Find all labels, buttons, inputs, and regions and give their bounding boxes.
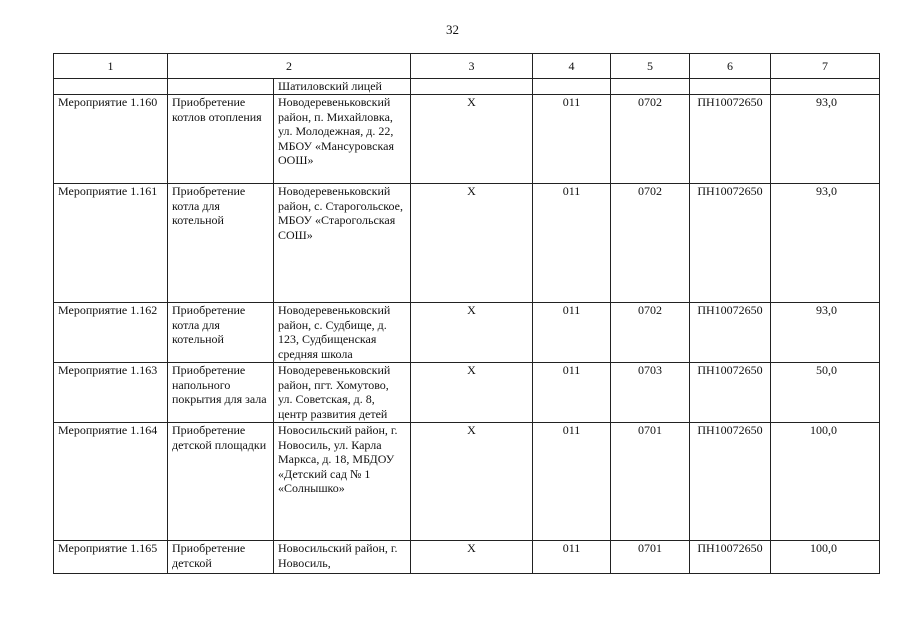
activity-col5: 0701 [611,423,690,541]
activity-col6: ПН10072650 [690,95,771,184]
activity-location: Новодеревеньковский район, пгт. Хомутово, ул. Советская, д. 8, центр развития детей [274,363,411,423]
table-row [54,303,880,363]
continuation-cell-1 [54,79,168,95]
activities-table [53,53,880,574]
activity-col3: X [411,363,533,423]
activity-col7: 93,0 [771,184,880,303]
activity-id: Мероприятие 1.164 [54,423,168,541]
activity-col7: 50,0 [771,363,880,423]
activity-col6: ПН10072650 [690,184,771,303]
table-row [54,363,880,423]
table-row [54,423,880,541]
activity-action: Приобретение детской площадки [168,423,274,541]
activity-col3: X [411,95,533,184]
activity-location: Новосильский район, г. Новосиль, [274,541,411,574]
header-cell-1: 1 [54,54,168,79]
page-number: 32 [446,22,459,37]
activity-location: Новодеревеньковский район, п. Михайловка, ул. Молодежная, д. 22, МБОУ «Мансуровская ООШ» [274,95,411,184]
activity-col5: 0702 [611,303,690,363]
activity-col6: ПН10072650 [690,363,771,423]
table-row [54,95,880,184]
header-cell-7: 7 [771,54,880,79]
continuation-location: Шатиловский лицей [274,79,411,95]
header-cell-6: 6 [690,54,771,79]
activity-col3: X [411,541,533,574]
continuation-cell-5 [611,79,690,95]
activity-col7: 93,0 [771,95,880,184]
header-cell-3: 3 [411,54,533,79]
activity-col3: X [411,423,533,541]
activity-location: Новодеревеньковский район, с. Судбище, д. 123, Судбищенская средняя школа [274,303,411,363]
activity-id: Мероприятие 1.160 [54,95,168,184]
activity-col7: 100,0 [771,423,880,541]
activity-col4: 011 [533,423,611,541]
activity-col4: 011 [533,303,611,363]
activity-col7: 100,0 [771,541,880,574]
activity-col7: 93,0 [771,303,880,363]
continuation-cell-6 [690,79,771,95]
activity-action: Приобретение котла для котельной [168,303,274,363]
activity-col5: 0703 [611,363,690,423]
activity-col4: 011 [533,363,611,423]
activity-action: Приобретение напольного покрытия для зала [168,363,274,423]
activity-id: Мероприятие 1.165 [54,541,168,574]
continuation-cell-4 [533,79,611,95]
header-cell-5: 5 [611,54,690,79]
activity-col6: ПН10072650 [690,541,771,574]
activity-id: Мероприятие 1.162 [54,303,168,363]
activity-col4: 011 [533,184,611,303]
activity-col5: 0701 [611,541,690,574]
activity-col6: ПН10072650 [690,423,771,541]
activity-col4: 011 [533,541,611,574]
header-row [54,54,880,79]
table-row [54,184,880,303]
activity-action: Приобретение котла для котельной [168,184,274,303]
activity-id: Мероприятие 1.163 [54,363,168,423]
activity-col3: X [411,303,533,363]
activity-location: Новосильский район, г. Новосиль, ул. Карла Маркса, д. 18, МБДОУ «Детский сад № 1 «Солнышко» [274,423,411,541]
continuation-cell-2 [168,79,274,95]
activity-action: Приобретение детской [168,541,274,574]
activity-col6: ПН10072650 [690,303,771,363]
header-cell-2: 2 [168,54,411,79]
continuation-cell-7 [771,79,880,95]
activity-col5: 0702 [611,184,690,303]
activity-location: Новодеревеньковский район, с. Старогольское, МБОУ «Старогольская СОШ» [274,184,411,303]
continuation-row [54,79,880,95]
continuation-cell-3 [411,79,533,95]
activity-action: Приобретение котлов отопления [168,95,274,184]
activity-id: Мероприятие 1.161 [54,184,168,303]
header-cell-4: 4 [533,54,611,79]
activity-col4: 011 [533,95,611,184]
activity-col3: X [411,184,533,303]
activity-col5: 0702 [611,95,690,184]
table-row [54,541,880,574]
